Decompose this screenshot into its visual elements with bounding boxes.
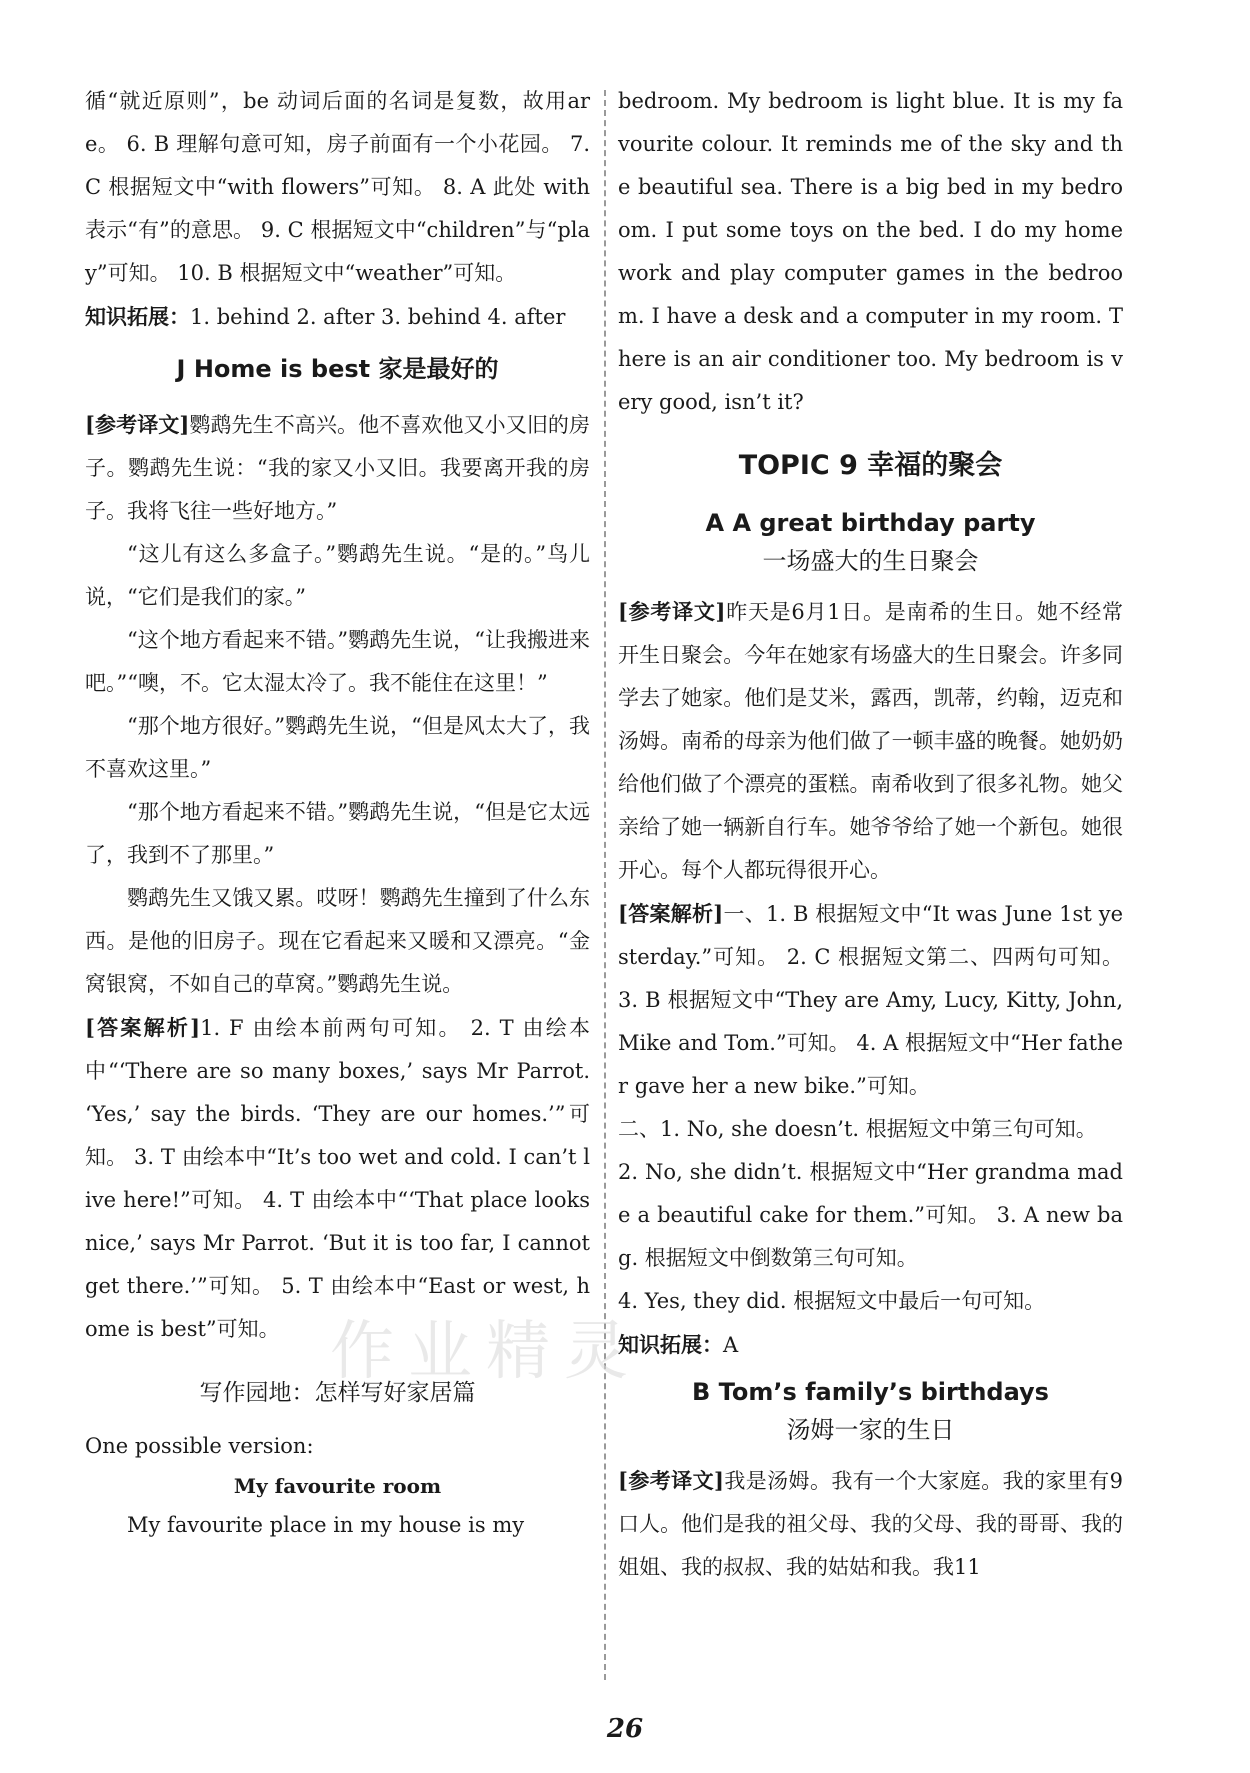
analysis-text: 1. F 由绘本前两句可知。 2. T 由绘本中“‘There are so many boxes,’ says Mr Parrot. ‘Yes,’ say the birds. ‘They are our homes.’”可知。 3. T 由绘本中“It’s too wet and cold. I can’t live here!”可知。 4. T 由绘本中“‘That place looks nice,’ says Mr Parrot. ‘But it is too far, I cannot get there.’”可知。 5. T 由绘本中“East or west, home is best”可知。 [85,1016,590,1341]
a-analysis-2b: 2. No, she didn’t. 根据短文中“Her grandma made a beautiful cake for them.”可知。 3. A new bag. 根据短文中倒数第三句可知。 [618,1160,1123,1270]
section-b-subtitle: 汤姆一家的生日 [786,1416,955,1444]
section-a-title: A A great birthday party [705,509,1036,537]
section-j-title: J Home is best 家是最好的 [176,355,499,383]
topic-title: TOPIC 9 幸福的聚会 [738,450,1003,481]
translation-p4: “那个地方很好。”鹦鹉先生说，“但是风太大了，我不喜欢这里。” [85,714,590,781]
watermark: 作业精灵 [330,1315,642,1389]
b-translation-label: [参考译文] [618,1468,724,1493]
writing-section-title: 写作园地：怎样写好家居篇 [199,1380,476,1406]
translation-p3: “这个地方看起来不错。”鹦鹉先生说，“让我搬进来吧。”“噢，不。它太湿太冷了。我不能住在这里！” [85,628,590,695]
section-b-heading [618,1373,1123,1449]
answer-analysis [85,1006,590,1351]
analysis-label: [答案解析] [85,1015,201,1040]
left-column [85,80,590,1547]
right-column [618,80,1123,1589]
a-knowledge-text: A [723,1333,739,1357]
translation-label: [参考译文] [85,412,190,437]
essay-title: My favourite room [233,1474,442,1498]
essay-continue: bedroom. My bedroom is light blue. It is my favourite colour. It reminds me of the sky and the beautiful sea. There is a big bed in my bedroom. I put some toys on the bed. I do my homework and play computer games in the bedroom. I have a desk and a computer in my room. There is an air conditioner too. My bedroom is very good, isn’t it? [618,89,1123,414]
section-a-subtitle: 一场盛大的生日聚会 [762,547,979,575]
translation-p6: 鹦鹉先生又饿又累。哎呀！鹦鹉先生撞到了什么东西。是他的旧房子。现在它看起来又暖和又漂亮。“金窝银窝，不如自己的草窝。”鹦鹉先生说。 [85,886,590,996]
translation-p5: “那个地方看起来不错。”鹦鹉先生说，“但是它太远了，我到不了那里。” [85,800,590,867]
a-knowledge [618,1323,1123,1367]
a-knowledge-label: 知识拓展： [618,1332,723,1357]
section-a-heading [618,504,1123,580]
a-analysis-2a: 二、1. No, she doesn’t. 根据短文中第三句可知。 [618,1117,1097,1141]
b-translation [618,1459,1123,1589]
a-translation [618,590,1123,892]
section-b-title: B Tom’s family’s birthdays [692,1378,1049,1406]
b-translation-text: 我是汤姆。我有一个大家庭。我的家里有9口人。他们是我的祖父母、我的父母、我的哥哥、我的姐姐、我的叔叔、我的姑姑和我。我11 [618,1469,1123,1579]
a-analysis-1-text: 一、1. B 根据短文中“It was June 1st yesterday.”可知。 2. C 根据短文第二、四两句可知。 3. B 根据短文中“They are Amy, Lucy, Kitty, John, Mike and Tom.”可知。 4. A 根据短文中“Her father gave her a new bike.”可知。 [618,902,1123,1098]
essay-start: My favourite place in my house is my [127,1513,525,1537]
a-analysis-1 [618,892,1123,1108]
page-number: 26 [606,1714,644,1744]
knowledge-extension [85,295,590,339]
translation-p2: “这儿有这么多盒子。”鹦鹉先生说。“是的。”鸟儿说，“它们是我们的家。” [85,542,590,609]
a-translation-label: [参考译文] [618,599,726,624]
a-analysis-label: [答案解析] [618,901,724,926]
knowledge-text: 1. behind 2. after 3. behind 4. after [190,305,566,329]
answer-intro: 循“就近原则”，be 动词后面的名词是复数，故用are。 6. B 理解句意可知，房子前面有一个小花园。 7. C 根据短文中“with flowers”可知。 8. A 此处 with 表示“有”的意思。 9. C 根据短文中“children”与“play”可知。 10. B 根据短文中“weather”可知。 [85,89,590,285]
column-divider [604,90,606,1680]
a-analysis-2c: 4. Yes, they did. 根据短文中最后一句可知。 [618,1289,1046,1313]
version-label: One possible version: [85,1434,314,1458]
translation-p1 [85,403,590,533]
a-translation-text: 昨天是6月1日。是南希的生日。她不经常开生日聚会。今年在她家有场盛大的生日聚会。许多同学去了她家。他们是艾米，露西，凯蒂，约翰，迈克和汤姆。南希的母亲为他们做了一顿丰盛的晚餐。她奶奶给他们做了个漂亮的蛋糕。南希收到了很多礼物。她父亲给了她一辆新自行车。她爷爷给了她一个新包。她很开心。每个人都玩得很开心。 [618,600,1123,882]
translation-p1-text: 鹦鹉先生不高兴。他不喜欢他又小又旧的房子。鹦鹉先生说：“我的家又小又旧。我要离开我的房子。我将飞往一些好地方。” [85,413,591,523]
knowledge-label: 知识拓展： [85,304,190,329]
